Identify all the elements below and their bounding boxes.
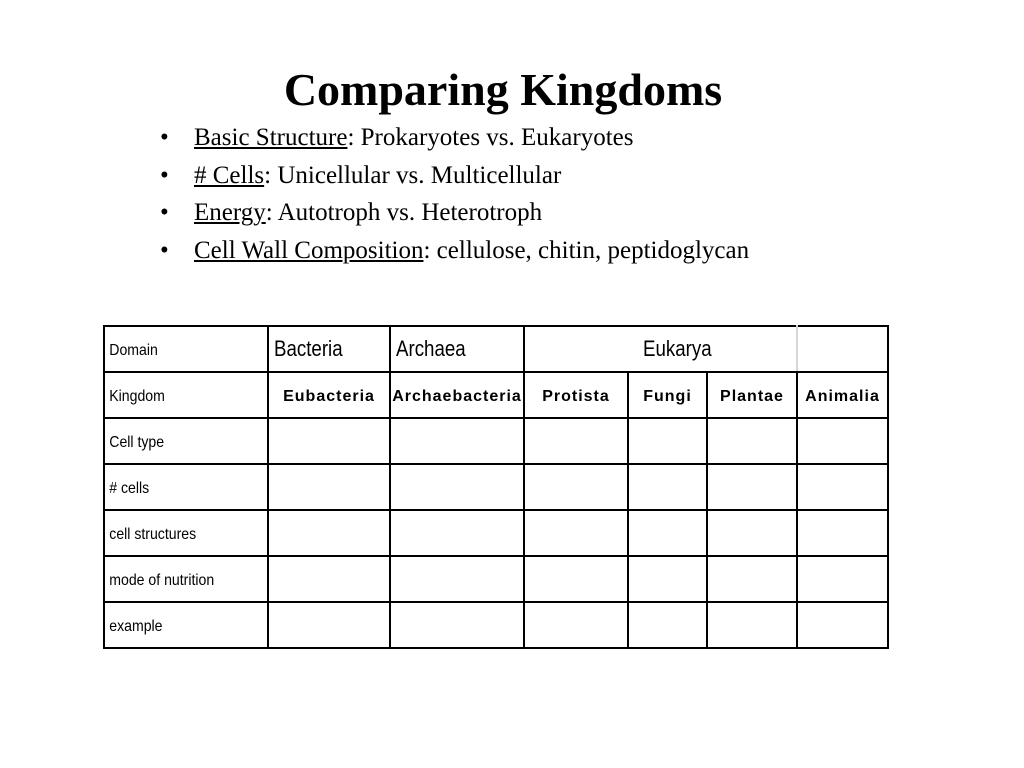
row-label-domain: Domain xyxy=(104,326,248,372)
table-row xyxy=(104,464,888,510)
domain-archaea xyxy=(390,326,524,372)
row-label-num-cells: # cells xyxy=(104,464,248,510)
domain-eukarya-label: Eukarya xyxy=(643,336,712,361)
bullet-item xyxy=(160,198,780,228)
table-cell xyxy=(707,602,797,648)
bullet-term: # Cells xyxy=(194,161,265,189)
table-cell xyxy=(390,418,524,464)
row-label-example: example xyxy=(104,602,248,648)
table-cell xyxy=(268,602,390,648)
table-cell xyxy=(524,556,628,602)
bullet-dot: • xyxy=(160,161,169,189)
table-cell xyxy=(628,464,707,510)
bullet-term: Energy xyxy=(194,199,266,226)
kingdom-eubacteria: Eubacteria xyxy=(268,372,390,418)
table-row xyxy=(104,556,888,602)
bullet-term: Cell Wall Composition xyxy=(194,236,424,264)
comparison-table xyxy=(103,325,889,649)
domain-row xyxy=(104,326,888,372)
kingdom-protista: Protista xyxy=(524,372,628,418)
table-row xyxy=(104,510,888,556)
table-cell xyxy=(707,464,797,510)
table-cell xyxy=(524,602,628,648)
kingdom-archaebacteria: Archaebacteria xyxy=(390,372,524,418)
table-cell xyxy=(268,418,390,464)
bullet-term: Basic Structure xyxy=(194,124,348,151)
table-cell xyxy=(707,556,797,602)
row-label-cell-structures: cell structures xyxy=(104,510,248,556)
table-cell xyxy=(628,510,707,556)
bullet-list xyxy=(160,123,780,273)
table-cell xyxy=(524,418,628,464)
table-cell xyxy=(797,418,888,464)
domain-eukarya xyxy=(524,326,797,372)
kingdom-animalia: Animalia xyxy=(797,372,888,418)
table-cell xyxy=(797,556,888,602)
kingdom-plantae: Plantae xyxy=(707,372,797,418)
table-cell xyxy=(268,510,390,556)
bullet-text: : Prokaryotes vs. Eukaryotes xyxy=(347,124,634,151)
table-cell xyxy=(390,510,524,556)
table-cell xyxy=(390,602,524,648)
kingdom-fungi: Fungi xyxy=(628,372,707,418)
table-cell xyxy=(628,556,707,602)
row-label-cell-type: Cell type xyxy=(104,418,248,464)
table-cell xyxy=(707,510,797,556)
domain-bacteria xyxy=(268,326,390,372)
bullet-dot: • xyxy=(160,236,169,264)
table-cell xyxy=(524,510,628,556)
table-cell xyxy=(524,464,628,510)
table-row xyxy=(104,602,888,648)
table-cell xyxy=(390,464,524,510)
row-label-mode-of-nutrition: mode of nutrition xyxy=(104,556,248,602)
table-cell xyxy=(797,464,888,510)
domain-archaea-label: Archaea xyxy=(396,336,466,361)
slide-title: Comparing Kingdoms xyxy=(283,64,723,115)
bullet-item xyxy=(160,161,780,191)
table-cell xyxy=(707,418,797,464)
bullet-dot: • xyxy=(160,124,169,151)
table-cell xyxy=(797,510,888,556)
row-label-kingdom: Kingdom xyxy=(104,372,248,418)
domain-bacteria-label: Bacteria xyxy=(274,336,343,361)
table-cell xyxy=(390,556,524,602)
table-cell xyxy=(628,418,707,464)
bullet-item xyxy=(160,123,780,153)
table-cell xyxy=(268,556,390,602)
bullet-text: : cellulose, chitin, peptidoglycan xyxy=(423,236,750,264)
bullet-text: : Unicellular vs. Multicellular xyxy=(264,161,562,189)
table-cell xyxy=(268,464,390,510)
domain-empty-cell xyxy=(797,326,888,372)
table-cell xyxy=(628,602,707,648)
table-row xyxy=(104,418,888,464)
kingdom-row xyxy=(104,372,888,418)
bullet-item xyxy=(160,236,780,266)
table-cell xyxy=(797,602,888,648)
bullet-text: : Autotroph vs. Heterotroph xyxy=(265,199,543,226)
bullet-dot: • xyxy=(160,199,169,226)
